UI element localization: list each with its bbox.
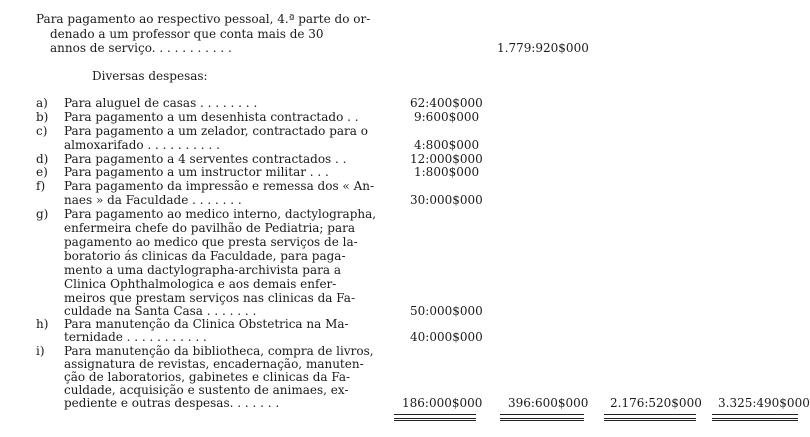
item-text: Para manutenção da Clinica Obstetrica na Ma-: [64, 317, 349, 331]
item-letter: h): [36, 317, 49, 331]
sum-double-rule: [500, 418, 584, 421]
item-text: Para pagamento a 4 serventes contractados . .: [64, 152, 347, 166]
total-amount: 396:600$000: [508, 396, 589, 410]
item-amount: 50:000$000: [410, 304, 483, 318]
item-text: Para pagamento a um zelador, contractado para o: [64, 124, 368, 138]
sum-rule: [500, 414, 584, 415]
item-amount: 186:000$000: [402, 396, 483, 410]
item-letter: g): [36, 207, 49, 221]
item-text: Clinica Ophthalmologica e aos demais enfer-: [64, 277, 337, 291]
item-text: ção de laboratorios, gabinetes e clinicas da Fa-: [64, 370, 351, 384]
sum-rule: [604, 414, 696, 415]
item-text: assignatura de revistas, encadernação, manuten-: [64, 357, 364, 371]
sum-double-rule: [604, 418, 696, 421]
sum-double-rule: [712, 418, 798, 421]
item-letter: i): [36, 344, 45, 358]
item-text: pediente e outras despesas. . . . . . .: [64, 396, 280, 410]
item-amount: 9:600$000: [414, 110, 480, 124]
item-text: Para aluguel de casas . . . . . . . .: [64, 96, 258, 110]
item-text: boratorio ás clinicas da Faculdade, para paga-: [64, 249, 346, 263]
sum-rule: [712, 414, 798, 415]
item-text: Para pagamento da impressão e remessa dos « An-: [64, 179, 375, 193]
item-amount: 40:000$000: [410, 330, 483, 344]
item-amount: 62:400$000: [410, 96, 483, 110]
item-text: enfermeira chefe do pavilhão de Pediatria; para: [64, 221, 356, 235]
intro-line-3: annos de serviço. . . . . . . . . . .: [50, 41, 232, 55]
item-text: ternidade . . . . . . . . . . .: [64, 330, 207, 344]
sum-rule: [394, 414, 476, 415]
item-text: Para pagamento a um instructor militar . . .: [64, 165, 329, 179]
sum-double-rule: [394, 418, 476, 421]
item-amount: 4:800$000: [414, 138, 480, 152]
item-amount: 1:800$000: [414, 165, 480, 179]
item-letter: d): [36, 152, 49, 166]
item-text: meiros que prestam serviços nas clinicas da Fa-: [64, 291, 355, 305]
item-text: naes » da Faculdade . . . . . . .: [64, 193, 242, 207]
item-text: Para manutenção da bibliotheca, compra de livros,: [64, 344, 374, 358]
total-amount: 3.325:490$000: [718, 396, 810, 410]
intro-amount: 1.779:920$000: [497, 41, 589, 55]
total-amount: 2.176:520$000: [610, 396, 702, 410]
intro-line-2: denado a um professor que conta mais de 30: [50, 27, 324, 41]
item-letter: e): [36, 165, 48, 179]
intro-line-1: Para pagamento ao respectivo pessoal, 4.ª parte do or-: [36, 12, 371, 26]
item-text: culdade, acquisição e sustento de animaes, ex-: [64, 383, 349, 397]
item-letter: f): [36, 179, 46, 193]
item-text: Para pagamento ao medico interno, dactylographa,: [64, 207, 377, 221]
item-letter: b): [36, 110, 49, 124]
item-letter: c): [36, 124, 48, 138]
section-heading: Diversas despesas:: [92, 69, 208, 83]
item-text: almoxarifado . . . . . . . . . .: [64, 138, 220, 152]
item-text: culdade na Santa Casa . . . . . . .: [64, 304, 257, 318]
item-text: pagamento ao medico que presta serviços de la-: [64, 235, 358, 249]
item-letter: a): [36, 96, 48, 110]
item-amount: 30:000$000: [410, 193, 483, 207]
item-amount: 12:000$000: [410, 152, 483, 166]
item-text: mento a uma dactylographa-archivista para a: [64, 263, 341, 277]
item-text: Para pagamento a um desenhista contractado . .: [64, 110, 359, 124]
